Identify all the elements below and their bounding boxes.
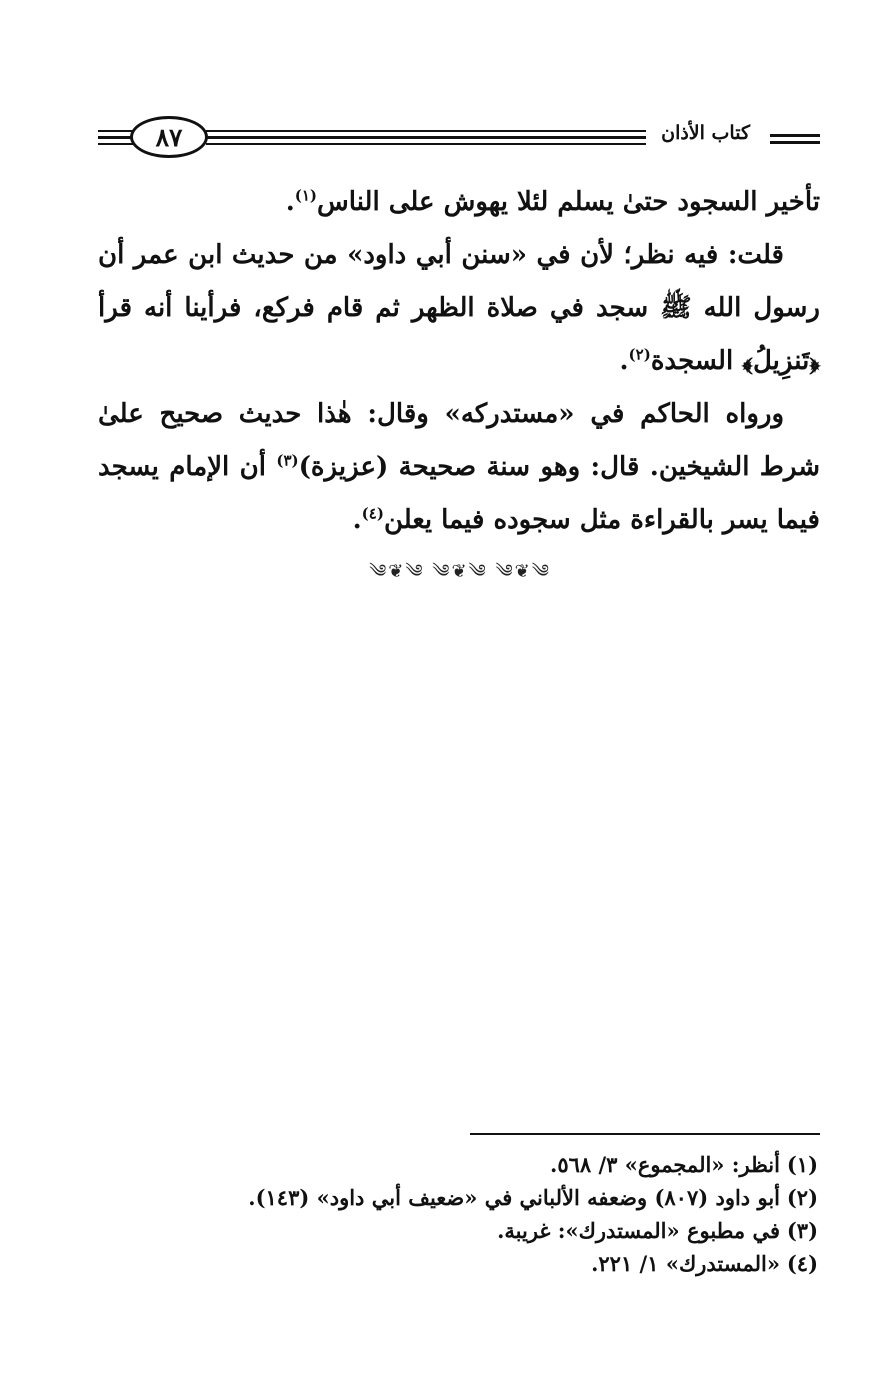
page-number: ٨٧ [130,116,208,158]
footnote-3 [98,1214,818,1247]
footnote-ref-2: (٢) [628,345,651,364]
paragraph-1-end: . [285,187,295,217]
header-rule-mid-3 [206,143,646,145]
header-rule-left-2 [98,136,134,139]
paragraph-3-end: . [352,505,362,535]
page-header [98,112,820,162]
footnote-ref-1: (١) [294,186,318,205]
footnote-2 [98,1181,818,1214]
footnote-number: (٢) [786,1185,818,1210]
footnote-text: أنظر: «المجموع» ٣/ ٥٦٨. [550,1152,780,1177]
paragraph-3-text-b: أن الإمام يسجد فيما يسر بالقراءة مثل سجوده فيما يعلن [98,452,820,535]
footnote-text: أبو داود (٨٠٧) وضعفه الألباني في «ضعيف أبي داود» (١٤٣). [248,1185,780,1210]
header-rule-mid-2 [206,136,646,139]
paragraph-1-text: تأخير السجود حتىٰ يسلم لئلا يهوش على الناس [317,187,820,217]
main-text [98,176,820,547]
paragraph-3-text-a: ورواه الحاكم في «مستدركه» وقال: هٰذا حديث صحيح علىٰ شرط الشيخين. قال: وهو سنة صحيحة (عزيزة) [98,399,820,482]
footnote-1 [98,1148,818,1181]
footnote-ref-4: (٤) [361,504,384,523]
paragraph-2 [98,229,820,388]
paragraph-3 [98,388,820,547]
footnote-number: (١) [786,1152,818,1177]
footnote-separator [470,1133,820,1135]
section-ornament: ༄❦༄ ༄❦༄ ༄❦༄ [369,561,551,582]
header-rule-left [98,130,134,132]
header-rule-left-3 [98,143,134,145]
paragraph-1 [98,176,820,229]
header-rule-right-2 [770,141,820,144]
footnote-text: في مطبوع «المستدرك»: غريبة. [497,1218,780,1243]
chapter-title: كتاب الأذان [653,122,758,144]
footnote-text: «المستدرك» ١/ ٢٢١. [591,1251,780,1276]
footnote-number: (٣) [786,1218,818,1243]
footnote-ref-3: (٣) [276,451,299,470]
header-rule-right-1 [770,134,820,137]
footnotes [98,1148,818,1280]
footnote-4 [98,1247,818,1280]
footnote-number: (٤) [786,1251,818,1276]
paragraph-2-end: . [619,346,629,376]
header-rule-mid-1 [206,130,646,132]
paragraph-2-text: قلت: فيه نظر؛ لأن في «سنن أبي داود» من حديث ابن عمر أن رسول الله ﷺ سجد في صلاة الظهر ثم قام فركع، فرأينا أنه قرأ ﴿تَنزِيلُ﴾ السجدة [98,240,820,376]
